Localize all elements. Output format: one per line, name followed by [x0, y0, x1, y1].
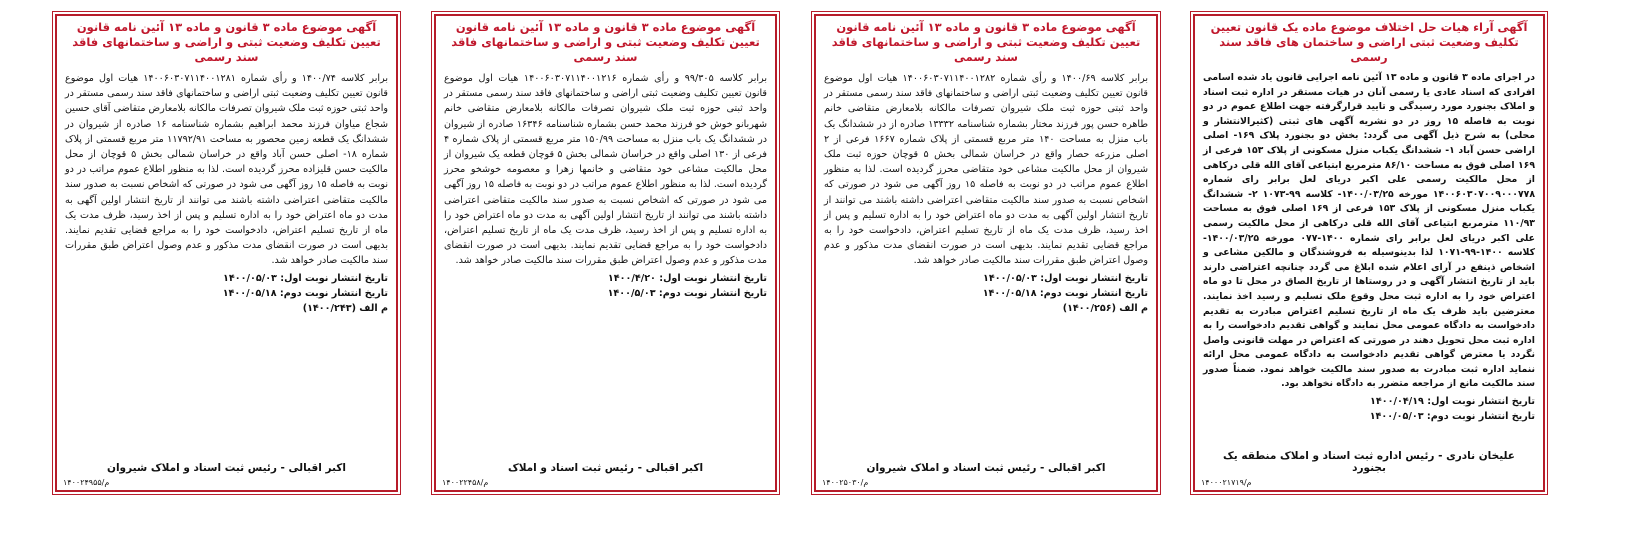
reference-number: م الف (۱۴۰۰/۲۴۳)	[302, 302, 388, 314]
notice-code: ۱۴۰۰۲۵۰۳۰/م	[822, 478, 869, 487]
first-publication-date: تاریخ انتشار نوبت اول: ۱۴۰۰/۰۵/۰۳	[223, 272, 388, 284]
publication-dates	[1203, 394, 1535, 424]
notice-signature: اکبر اقبالی - رئیس ثبت اسناد و املاک	[507, 462, 704, 474]
publication-dates	[65, 271, 388, 316]
notice-title: آگهی آراء هیات حل اختلاف موضوع ماده یک قانون تعیین تکلیف وضعیت ثبتی اراضی و ساختمان های فاقد سند رسمی	[1210, 20, 1528, 64]
notice-body: برابر کلاسه ۱۴۰۰/۷۴ و رأی شماره ۱۴۰۰۶۰۳۰۷۱۱۴۰۰۱۲۸۱ هیات اول موضوع قانون تعیین تکلیف وضعیت ثبتی اراضی و ساختمانهای فاقد سند رسمی مستقر در واحد ثبتی حوزه ثبت ملک شیروان تصرفات مالکانه بلامعارض متقاضی آقای حسین شجاع میاوان فرزند محمد ابراهیم بشماره شناسنامه ۱۶ صادره از شیروان در ششدانگ یک قطعه زمین محصور به مساحت ۱۱۷۹۲/۹۱ متر مربع قسمتی از پلاک شماره ۱۸- اصلی حسن آباد واقع در خراسان شمالی بخش ۵ قوچان از محل مالکیت حسن قلیزاده محرز گردیده است. لذا به منظور اطلاع عموم مراتب در دو نوبت به فاصله ۱۵ روز آگهی می شود در صورتی که اشخاص نسبت به صدور سند مالکیت متقاضی اعتراضی داشته باشند می توانند از تاریخ انتشار اولین آگهی به مدت دو ماه اعتراض خود را به اداره تسلیم و پس از اخذ رسید، ظرف مدت یک ماه از تاریخ تسلیم اعتراض، دادخواست خود را به مراجع قضایی تقدیم نمایند. بدیهی است در صورت انقضای مدت مذکور و عدم وصول اعتراض طبق مقررات سند مالکیت صادر خواهد شد.	[65, 73, 389, 267]
notice-code: ۱۴۰۰۰۲۱۷۱۹/م	[1201, 478, 1252, 487]
notice-title: آگهی موضوع ماده ۳ قانون و ماده ۱۳ آئین نامه قانون تعیین تکلیف وضعیت ثبتی و اراضی و ساختمانهای فاقد سند رسمی	[831, 20, 1141, 64]
notice-code: ۱۴۰۰۲۲۴۵۸/م	[442, 478, 489, 487]
notice-card-shirvan-305	[434, 14, 777, 492]
notice-title: آگهی موضوع ماده ۳ قانون و ماده ۱۳ آئین نامه قانون تعیین تکلیف وضعیت ثبتی و اراضی و ساختمانهای فاقد سند رسمی	[72, 20, 381, 64]
second-publication-date: تاریخ انتشار نوبت دوم: ۱۴۰۰/۰۵/۰۳	[1369, 411, 1535, 423]
second-publication-date: تاریخ انتشار نوبت دوم: ۱۴۰۰/۰۵/۱۸	[222, 287, 388, 299]
notice-code: ۱۴۰۰۲۴۹۵۵/م	[63, 478, 110, 487]
first-publication-date: تاریخ انتشار نوبت اول: ۱۴۰۰/۰۴/۱۹	[1370, 396, 1535, 408]
second-publication-date: تاریخ انتشار نوبت دوم: ۱۴۰۰/۵/۰۳	[607, 287, 767, 299]
notice-body: در اجرای ماده ۳ قانون و ماده ۱۳ آئین نامه اجرایی قانون یاد شده اسامی افرادی که اسناد عادی یا رسمی آنان در هیات مستقر در اداره ثبت اسناد و املاک بجنورد مورد رسیدگی و تایید قرارگرفته جهت اطلاع عموم در دو نوبت به فاصله ۱۵ روز در دو نشریه آگهی های ثبتی (کثیرالانتشار و محلی) به شرح ذیل آگهی می گردد: بخش دو بجنورد پلاک ۱۶۹- اصلی اراضی حسن آباد ۱- ششدانگ یکباب منزل مسکونی از پلاک ۱۵۳ فرعی از ۱۶۹ اصلی فوق به مساحت ۸۶/۱۰ مترمربع ابتیاعی آقای الله قلی درکاهی از محل مالکیت رسمی علی اکبر دریای لعل برابر رای شماره ۱۴۰۰۶۰۳۰۷۰۰۹۰۰۰۷۷۸ مورخه ۱۴۰۰/۰۳/۲۵- کلاسه ۹۹-۱۰۷۳ ۲- ششدانگ یکباب منزل مسکونی از پلاک ۱۵۳ فرعی از ۱۶۹ اصلی فوق به مساحت ۱۱۰/۹۳ مترمربع ابتیاعی آقای الله قلی درکاهی از محل مالکیت رسمی علی اکبر دریای لعل برابر رای شماره ۱۴۰۰-۰۷۷ مورخه ۱۴۰۰/۰۳/۲۵- کلاسه ۱۴۰۰-۹۹-۱۰۷۱ لذا بدینوسیله به فروشندگان و مالکین مشاعی و اشخاص ذینفع در آرای اعلام شده ابلاغ می گردد چنانچه اعتراضی دارند باید از تاریخ انتشار آگهی و در روستاها از تاریخ الصاق در محل تا دو ماه اعتراض خود را به اداره ثبت محل وقوع ملک تسلیم و رسید اخذ نمایند. معترضین باید ظرف یک ماه از تاریخ تسلیم اعتراض مبادرت به تقدیم دادخواست به دادگاه عمومی محل نمایند و گواهی تقدیم دادخواست را به اداره ثبت محل تحویل دهند در صورتی که اعتراض در مهلت قانونی واصل نگردد یا معترض گواهی تقدیم دادخواست به دادگاه عمومی محل ارائه ننماید اداره ثبت مبادرت به صدور سند مالکیت خواهد نمود. ضمناً صدور سند مالکیت مانع از مراجعه متضرر به دادگاه نخواهد بود.	[1203, 72, 1536, 390]
notice-body: برابر کلاسه ۹۹/۳۰۵ و رأی شماره ۱۴۰۰۶۰۳۰۷۱۱۴۰۰۱۲۱۶ هیات اول موضوع قانون تعیین تکلیف وضعیت ثبتی اراضی و ساختمانهای فاقد سند رسمی مستقر در واحد ثبتی حوزه ثبت ملک شیروان تصرفات مالکانه بلامعارض متقاضی خانم شهربانو خوش خو فرزند محمد حسن بشماره شناسنامه ۱۶۳۴۶ صادره از شیروان در ششدانگ یک باب منزل به مساحت ۱۵۰/۹۹ متر مربع قسمتی از پلاک شماره ۴ فرعی از ۱۳۰ اصلی واقع در خراسان شمالی بخش ۵ قوچان قطعه یک شیروان از محل مالکیت مشاعی خود متقاضی و خانمها زهرا و معصومه خوشخو محرز گردیده است. لذا به منظور اطلاع عموم مراتب در دو نوبت به فاصله ۱۵ روز آگهی می شود در صورتی که اشخاص نسبت به صدور سند مالکیت متقاضی اعتراضی داشته باشند می توانند از تاریخ انتشار اولین آگهی به مدت دو ماه اعتراض خود را به اداره تسلیم و پس از اخذ رسید، ظرف مدت یک ماه از تاریخ تسلیم اعتراض، دادخواست خود را به مراجع قضایی تقدیم نمایند. بدیهی است در صورت انقضای مدت مذکور و عدم وصول اعتراض طبق مقررات سند مالکیت صادر خواهد شد.	[444, 73, 767, 267]
notice-body: برابر کلاسه ۱۴۰۰/۶۹ و رأی شماره ۱۴۰۰۶۰۳۰۷۱۱۴۰۰۱۲۸۲ هیات اول موضوع قانون تعیین تکلیف وضعیت ثبتی اراضی و ساختمانهای فاقد سند رسمی مستقر در واحد ثبتی حوزه ثبت ملک شیروان تصرفات مالکانه بلامعارض متقاضی خانم طاهره حسن پور فرزند مختار بشماره شناسنامه ۱۳۳۳۲ صادره از در ششدانگ یک باب منزل به مساحت ۱۴۰ متر مربع قسمتی از پلاک شماره ۱۶۶۷ فرعی از ۲ اصلی مزرعه حصار واقع در خراسان شمالی بخش ۵ قوچان حوزه ثبت ملک شیروان از محل مالکیت مشاعی خود متقاضی محرز گردیده است. لذا به منظور اطلاع عموم مراتب در دو نوبت به فاصله ۱۵ روز آگهی می شود در صورتی که اشخاص نسبت به صدور سند مالکیت متقاضی اعتراضی داشته باشند می توانند از تاریخ انتشار اولین آگهی به مدت دو ماه اعتراض خود را به اداره تسلیم و پس از اخذ رسید، ظرف مدت یک ماه از تاریخ تسلیم اعتراض، دادخواست خود را به مراجع قضایی تقدیم نمایند. بدیهی است در صورت انقضای مدت مذکور و عدم وصول اعتراض طبق مقررات سند مالکیت صادر خواهد شد.	[824, 73, 1148, 267]
first-publication-date: تاریخ انتشار نوبت اول: ۱۴۰۰/۴/۲۰	[607, 272, 767, 284]
notice-card-shirvan-69	[814, 14, 1158, 492]
publication-dates	[444, 271, 767, 301]
notice-card-bojnurd	[1193, 14, 1545, 492]
notice-signature: اکبر اقبالی - رئیس ثبت اسناد و املاک شیروان	[866, 462, 1106, 474]
reference-number: م الف (۱۴۰۰/۲۵۶)	[1062, 302, 1148, 314]
second-publication-date: تاریخ انتشار نوبت دوم: ۱۴۰۰/۰۵/۱۸	[982, 287, 1148, 299]
first-publication-date: تاریخ انتشار نوبت اول: ۱۴۰۰/۰۵/۰۳	[983, 272, 1148, 284]
notice-signature: اکبر اقبالی - رئیس ثبت اسناد و املاک شیروان	[107, 462, 346, 474]
notice-title: آگهی موضوع ماده ۳ قانون و ماده ۱۳ آئین نامه قانون تعیین تکلیف وضعیت ثبتی و اراضی و ساختمانهای فاقد سند رسمی	[451, 20, 760, 64]
publication-dates	[824, 271, 1148, 316]
notice-signature: علیخان نادری - رئیس اداره ثبت اسناد و املاک منطقه یک بجنورد	[1223, 450, 1515, 474]
notice-card-shirvan-74	[55, 14, 398, 492]
